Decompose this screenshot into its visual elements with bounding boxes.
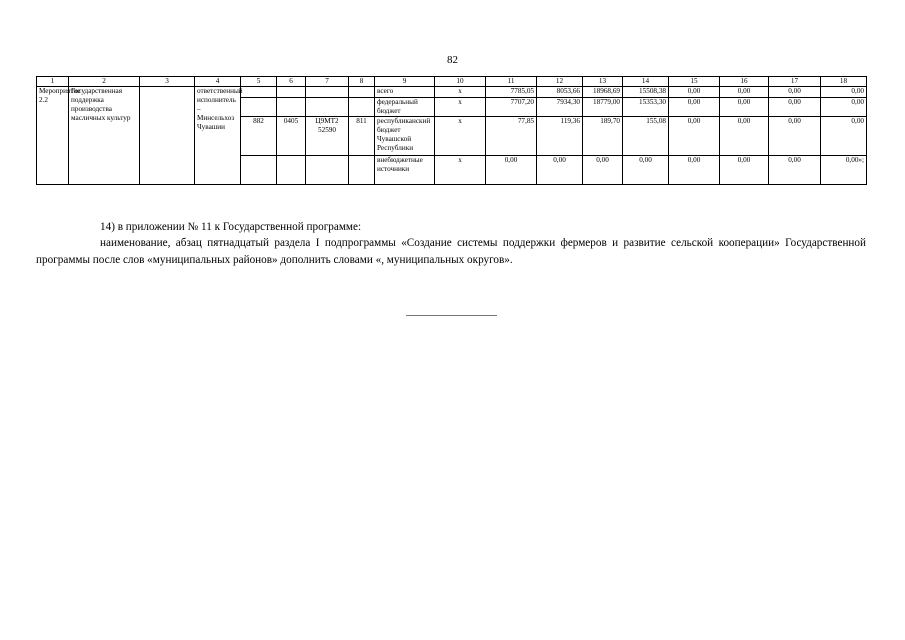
- rzpr-cell: 0405: [277, 117, 306, 156]
- responsible-cell: ответственный исполнитель – Минсельхоз Чувашии: [195, 87, 241, 185]
- x-cell: x: [435, 117, 486, 156]
- csr-cell: Ц9МТ2 52590: [306, 117, 349, 156]
- value-cell: 155,08: [623, 117, 669, 156]
- table-row-total: [37, 87, 867, 98]
- column-number: 3: [140, 77, 195, 87]
- value-cell: 189,70: [583, 117, 623, 156]
- column-number: 11: [486, 77, 537, 87]
- value-cell: 0,00: [669, 156, 720, 185]
- value-cell: 0,00: [769, 98, 821, 117]
- column-number: 13: [583, 77, 623, 87]
- source-cell: федеральный бюджет: [375, 98, 435, 117]
- column-number: 4: [195, 77, 241, 87]
- value-cell: 7785,05: [486, 87, 537, 98]
- csr-cell: [306, 98, 349, 117]
- column-number: 7: [306, 77, 349, 87]
- column-number: 14: [623, 77, 669, 87]
- column-number-row: [37, 77, 867, 87]
- grbs-cell: [241, 98, 277, 117]
- value-cell: 15353,30: [623, 98, 669, 117]
- column-number: 18: [821, 77, 867, 87]
- value-cell: 0,00: [623, 156, 669, 185]
- vr-cell: [349, 156, 375, 185]
- value-cell: 0,00: [720, 117, 769, 156]
- value-cell: 0,00: [669, 98, 720, 117]
- source-cell: всего: [375, 87, 435, 98]
- value-cell: 0,00: [669, 87, 720, 98]
- column-number: 6: [277, 77, 306, 87]
- column-number: 1: [37, 77, 69, 87]
- rzpr-cell: [277, 87, 306, 98]
- column-number: 12: [537, 77, 583, 87]
- source-cell: внебюджетные источники: [375, 156, 435, 185]
- x-cell: x: [435, 87, 486, 98]
- end-divider: [406, 315, 497, 316]
- value-cell: 15508,38: [623, 87, 669, 98]
- grbs-cell: [241, 87, 277, 98]
- value-cell: 0,00: [537, 156, 583, 185]
- funding-table: [36, 76, 867, 185]
- value-cell: 0,00: [720, 98, 769, 117]
- value-cell: 77,85: [486, 117, 537, 156]
- empty-cell: [140, 87, 195, 185]
- source-cell: республиканский бюджет Чувашской Республики: [375, 117, 435, 156]
- vr-cell: [349, 98, 375, 117]
- column-number: 9: [375, 77, 435, 87]
- grbs-cell: 882: [241, 117, 277, 156]
- rzpr-cell: [277, 156, 306, 185]
- item-title: 14) в приложении № 11 к Государственной программе:: [100, 221, 362, 233]
- value-cell: 0,00: [486, 156, 537, 185]
- value-cell: 0,00: [669, 117, 720, 156]
- value-cell: 0,00: [821, 98, 867, 117]
- amendment-paragraph: наименование, абзац пятнадцатый раздела I подпрограммы «Создание системы поддержки фермеров и развитие сельской кооперации» Государственной программы после слов «муниципальных районов» дополнить словами «, муниципальных округов».: [36, 237, 866, 266]
- activity-name-cell: Государственная поддержка производства масличных культур: [69, 87, 140, 185]
- value-cell: 0,00: [821, 117, 867, 156]
- value-cell: 0,00: [821, 87, 867, 98]
- vr-cell: 811: [349, 117, 375, 156]
- value-cell: 0,00: [769, 117, 821, 156]
- x-cell: x: [435, 156, 486, 185]
- value-cell: 0,00: [583, 156, 623, 185]
- page-number: 82: [447, 54, 458, 66]
- vr-cell: [349, 87, 375, 98]
- column-number: 5: [241, 77, 277, 87]
- value-cell: 7934,30: [537, 98, 583, 117]
- value-cell: 0,00: [769, 156, 821, 185]
- column-number: 17: [769, 77, 821, 87]
- value-cell: 18779,00: [583, 98, 623, 117]
- csr-cell: [306, 156, 349, 185]
- column-number: 2: [69, 77, 140, 87]
- column-number: 16: [720, 77, 769, 87]
- csr-cell: [306, 87, 349, 98]
- value-cell: 0,00»;: [821, 156, 867, 185]
- column-number: 10: [435, 77, 486, 87]
- value-cell: 18968,69: [583, 87, 623, 98]
- value-cell: 0,00: [769, 87, 821, 98]
- column-number: 15: [669, 77, 720, 87]
- x-cell: x: [435, 98, 486, 117]
- value-cell: 8053,66: [537, 87, 583, 98]
- column-number: 8: [349, 77, 375, 87]
- activity-cell: Мероприятие 2.2: [37, 87, 69, 185]
- rzpr-cell: [277, 98, 306, 117]
- value-cell: 0,00: [720, 156, 769, 185]
- value-cell: 7707,20: [486, 98, 537, 117]
- value-cell: 0,00: [720, 87, 769, 98]
- value-cell: 119,36: [537, 117, 583, 156]
- grbs-cell: [241, 156, 277, 185]
